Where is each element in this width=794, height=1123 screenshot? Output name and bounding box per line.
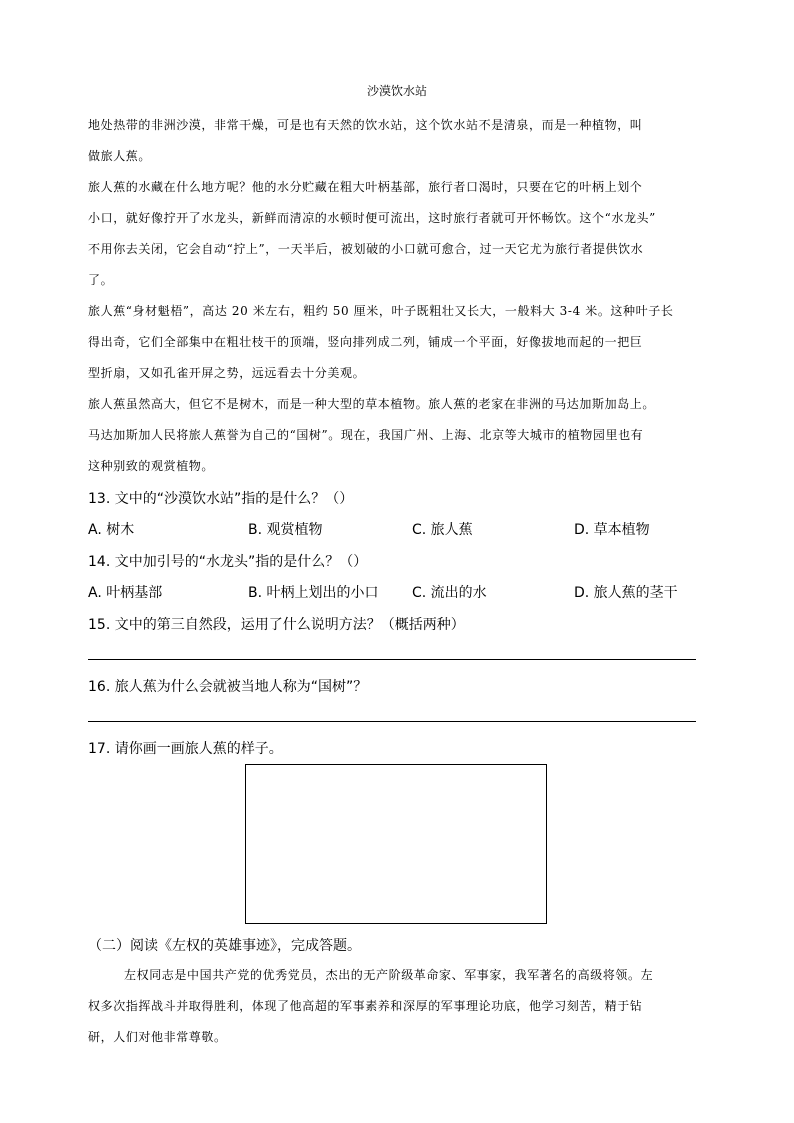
passage-line: 马达加斯加人民将旅人蕉誉为自己的“国树”。现在，我国广州、上海、北京等大城市的植物园里也有 (88, 428, 644, 442)
question-16: 16. 旅人蕉为什么会就被当地人称为“国树”？ (88, 679, 368, 695)
q13-option-d[interactable]: D. 草本植物 (574, 522, 650, 538)
answer-line-16[interactable] (88, 721, 696, 722)
passage-line: 这种别致的观赏植物。 (88, 459, 215, 473)
passage-line: 旅人蕉“身材魁梧”，高达 20 米左右，粗约 50 厘米，叶子既粗壮又长大，一般料大 3-4 米。这种叶子长 (88, 304, 674, 318)
passage-line: 了。 (88, 273, 114, 287)
passage-line: 小口，就好像拧开了水龙头，新鲜而清凉的水顿时便可流出，这时旅行者就可开怀畅饮。这个“水龙头” (88, 211, 656, 225)
passage-title: 沙漠饮水站 (366, 84, 427, 98)
q13-option-b[interactable]: B. 观赏植物 (248, 522, 323, 538)
q14-option-c[interactable]: C. 流出的水 (412, 585, 487, 601)
passage-line: 旅人蕉虽然高大，但它不是树木，而是一种大型的草本植物。旅人蕉的老家在非洲的马达加斯加岛上。 (88, 397, 656, 411)
question-15: 15. 文中的第三自然段，运用了什么说明方法？（概括两种） (88, 617, 465, 633)
answer-line-15[interactable] (88, 659, 696, 660)
q13-option-a[interactable]: A. 树木 (88, 522, 135, 538)
q14-option-d[interactable]: D. 旅人蕉的茎干 (574, 585, 678, 601)
passage-line: 地处热带的非洲沙漠，非常干燥，可是也有天然的饮水站，这个饮水站不是清泉，而是一种植物，叫 (88, 118, 643, 132)
passage-line: 型折扇，又如孔雀开屏之势，远远看去十分美观。 (88, 366, 366, 380)
question-17: 17. 请你画一画旅人蕉的样子。 (88, 741, 283, 757)
q13-option-c[interactable]: C. 旅人蕉 (412, 522, 473, 538)
passage-line: 不用你去关闭，它会自动“拧上”，一天半后，被划破的小口就可愈合，过一天它尤为旅行者提供饮水 (88, 242, 644, 256)
passage-line: 左权同志是中国共产党的优秀党员，杰出的无产阶级革命家、军事家，我军著名的高级将领。左 (124, 968, 654, 982)
passage-line: 得出奇，它们全部集中在粗壮枝干的顶端，竖向排列成二列，铺成一个平面，好像拔地而起的一把巨 (88, 335, 643, 349)
passage-line: 研，人们对他非常尊敬。 (88, 1030, 227, 1044)
passage-line: 旅人蕉的水藏在什么地方呢？他的水分贮藏在粗大叶柄基部，旅行者口渴时，只要在它的叶柄上划个 (88, 180, 643, 194)
passage-line: 权多次指挥战斗并取得胜利，体现了他高超的军事素养和深厚的军事理论功底，他学习刻苦，精于钻 (88, 999, 643, 1013)
passage-line: 做旅人蕉。 (88, 149, 152, 163)
q14-option-b[interactable]: B. 叶柄上划出的小口 (248, 585, 379, 601)
question-14: 14. 文中加引号的“水龙头”指的是什么？（） (88, 554, 368, 570)
q14-option-a[interactable]: A. 叶柄基部 (88, 585, 163, 601)
question-13: 13. 文中的“沙漠饮水站”指的是什么？（） (88, 491, 354, 507)
section-heading: （二）阅读《左权的英雄事迹》，完成答题。 (88, 938, 361, 954)
drawing-box[interactable] (245, 764, 547, 924)
